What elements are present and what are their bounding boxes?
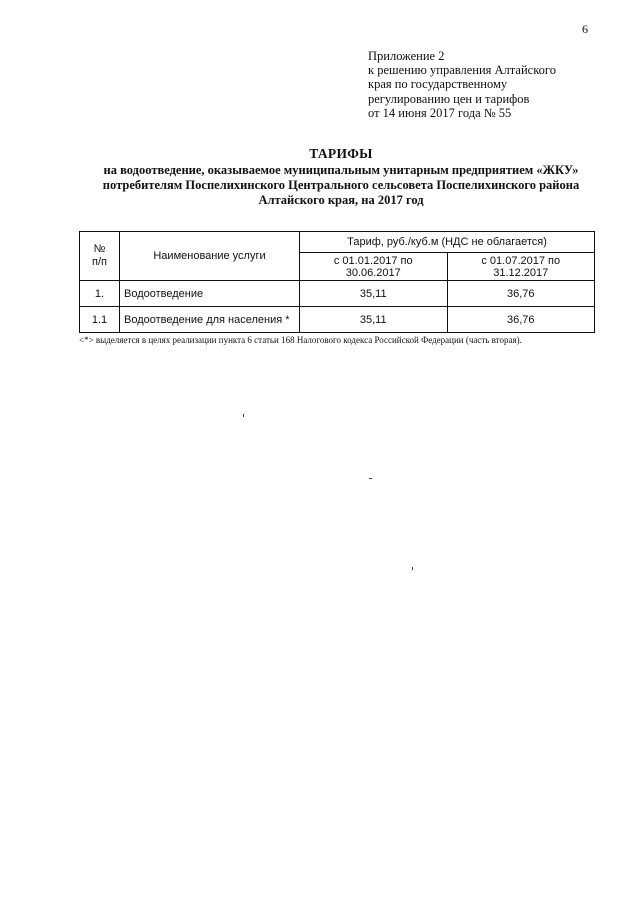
period-end: 31.12.2017 (493, 266, 549, 279)
scan-speck (369, 478, 372, 479)
subtitle-line: на водоотведение, оказываемое муниципальным унитарным предприятием «ЖКУ» (103, 163, 579, 177)
period-start: с 01.07.2017 по (481, 254, 561, 267)
document-title: ТАРИФЫ (309, 146, 373, 161)
service-name: Водоотведение (120, 281, 300, 307)
tariff-column-header: Тариф, руб./куб.м (НДС не облагается) (300, 232, 595, 253)
scan-speck (412, 567, 413, 570)
tariff-value: 36,76 (447, 281, 595, 307)
table-row (80, 281, 595, 307)
tariff-value: 35,11 (300, 281, 448, 307)
tariff-value: 36,76 (447, 307, 595, 333)
appendix-line: к решению управления Алтайского (368, 63, 556, 78)
period-header (300, 253, 448, 281)
row-number: 1.1 (80, 307, 120, 333)
service-name-column-header: Наименование услуги (120, 232, 300, 281)
appendix-line: края по государственному (368, 77, 508, 92)
number-header-abbr: п/п (92, 256, 107, 268)
row-number: 1. (80, 281, 120, 307)
table-row (80, 307, 595, 333)
subtitle-line: Алтайского края, на 2017 год (258, 193, 424, 207)
appendix-line: регулированию цен и тарифов (368, 91, 530, 106)
appendix-block (368, 49, 608, 120)
footnote: <*> выделяется в целях реализации пункта 6 статьи 168 Налогового кодекса Российской Федерации (часть вторая). (79, 335, 522, 345)
page-number: 6 (582, 22, 588, 36)
period-end: 30.06.2017 (345, 266, 401, 279)
tariff-table (79, 231, 595, 333)
document-subtitle (60, 163, 622, 208)
heading-block (60, 146, 622, 208)
appendix-line: от 14 июня 2017 года № 55 (368, 105, 512, 120)
period-header (447, 253, 595, 281)
scan-speck (243, 414, 244, 417)
number-column-header (80, 232, 120, 281)
tariff-value: 35,11 (300, 307, 448, 333)
table-header-row (80, 232, 595, 253)
period-start: с 01.01.2017 по (333, 254, 413, 267)
subtitle-line: потребителям Поспелихинского Центрального сельсовета Поспелихинского района (102, 178, 580, 192)
number-header-symbol: № (93, 243, 106, 255)
appendix-line: Приложение 2 (368, 49, 445, 63)
service-name: Водоотведение для населения * (120, 307, 300, 333)
